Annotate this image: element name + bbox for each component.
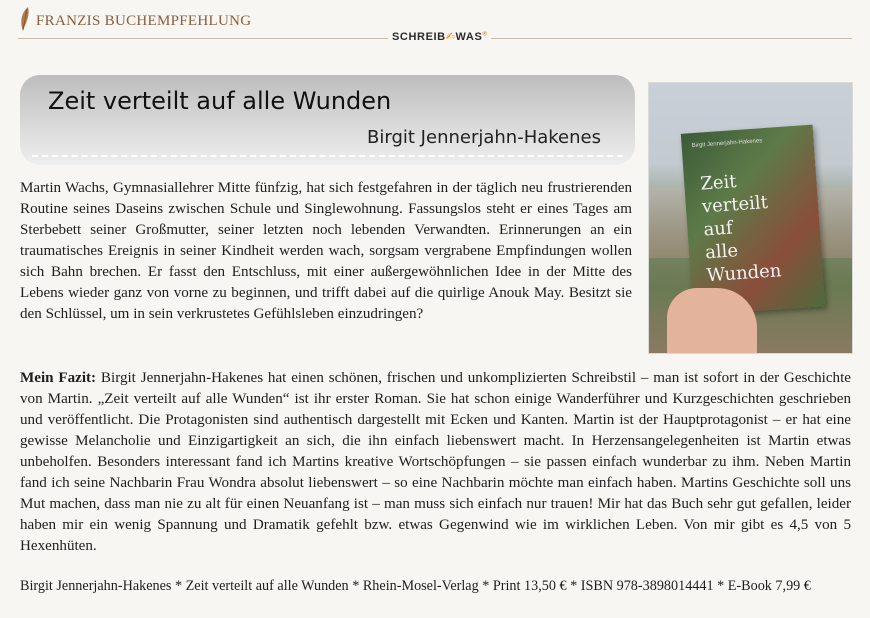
cover-title-line: verteilt	[701, 191, 769, 218]
fazit-text: Birgit Jennerjahn-Hakenes hat einen schönen, frischen und unkomplizierten Schreibstil – man ist sofort in der Geschichte von Martin. „Zeit verteilt auf alle Wunden“ ist ihr erster Roman. Sie hat schon einige Wanderführer und Kurzgeschichten geschrieben und veröffentlicht. Die Protagonisten sind authentisch dargestellt mit Ecken und Kanten. Martin ist der Hauptprotagonist – er hat eine gewisse Melancholie und Einzigartigkeit an sich, die ihn einfach liebenswert macht. In Herzensangelegenheiten ist Martin etwas unbeholfen. Besonders interessant fand ich Martins kreative Wortschöpfungen – sie passen einfach wunderbar zu ihm. Neben Martin fand ich seine Nachbarin Frau Wondra absolut liebenswert – so eine Nachbarin möchte man einfach haben. Martins Geschichte soll uns Mut machen, dass man nie zu alt für einen Neuanfang ist – man muss sich einfach nur trauen! Mir hat das Buch sehr gut gefallen, leider haben mir ein wenig Spannung und Dramatik gefehlt bzw. etwas Gegenwind wie im wirklichen Leben. Von mir gibt es 4,5 von 5 Hexenhüten.	[20, 370, 851, 554]
pencil-icon: ✍	[445, 31, 456, 43]
cover-author: Birgit Jennerjahn-Hakenes	[691, 138, 763, 150]
cover-title-line: alle	[704, 240, 739, 264]
book-photo	[648, 82, 853, 354]
review-paragraph	[20, 368, 851, 557]
hand-holding-book	[667, 288, 757, 354]
brand-right: WAS	[455, 31, 483, 43]
brand-left: SCHREIB	[392, 31, 446, 43]
book-title: Zeit verteilt auf alle Wunden	[48, 87, 392, 115]
registered-mark: ®	[482, 31, 488, 38]
book-details-footer: Birgit Jennerjahn-Hakenes * Zeit verteilt auf alle Wunden * Rhein-Mosel-Verlag * Print 13,50 € * ISBN 978-3898014441 * E-Book 7,99 €	[20, 578, 811, 594]
book-summary: Martin Wachs, Gymnasiallehrer Mitte fünfzig, hat sich festgefahren in der täglich neu frustrierenden Routine seines Daseins zwischen Schule und Singlewohnung. Fassungslos steht er eines Tages am Sterbebett seiner Großmutter, seiner letzten noch lebenden Verwandten. Erinnerungen an ein traumatisches Ereignis in seiner Kindheit werden wach, sorgsam vergrabene Empfindungen wollen sich Bahn brechen. Er fasst den Entschluss, mit einer außergewöhnlichen Idee in der Mitte des Lebens wieder ganz von vorne zu beginnen, und trifft dabei auf die quirlige Anouk May. Besitzt sie den Schlüssel, um in sein verkrustetes Gefühlsleben einzudringen?	[20, 180, 632, 322]
book-cover	[681, 125, 825, 316]
cover-title-line: Wunden	[706, 260, 783, 287]
title-banner	[20, 75, 635, 165]
cover-title-line: Zeit	[699, 171, 738, 195]
header-title: FRANZIS BUCHEMPFEHLUNG	[36, 13, 252, 29]
cover-title-line: auf	[702, 217, 734, 241]
page-header	[0, 0, 870, 44]
book-author: Birgit Jennerjahn-Hakenes	[367, 127, 601, 148]
fazit-label: Mein Fazit:	[20, 370, 97, 386]
cover-title	[700, 166, 798, 287]
feather-icon	[18, 6, 32, 32]
dashed-divider	[32, 155, 623, 157]
brand-logo	[388, 30, 491, 43]
